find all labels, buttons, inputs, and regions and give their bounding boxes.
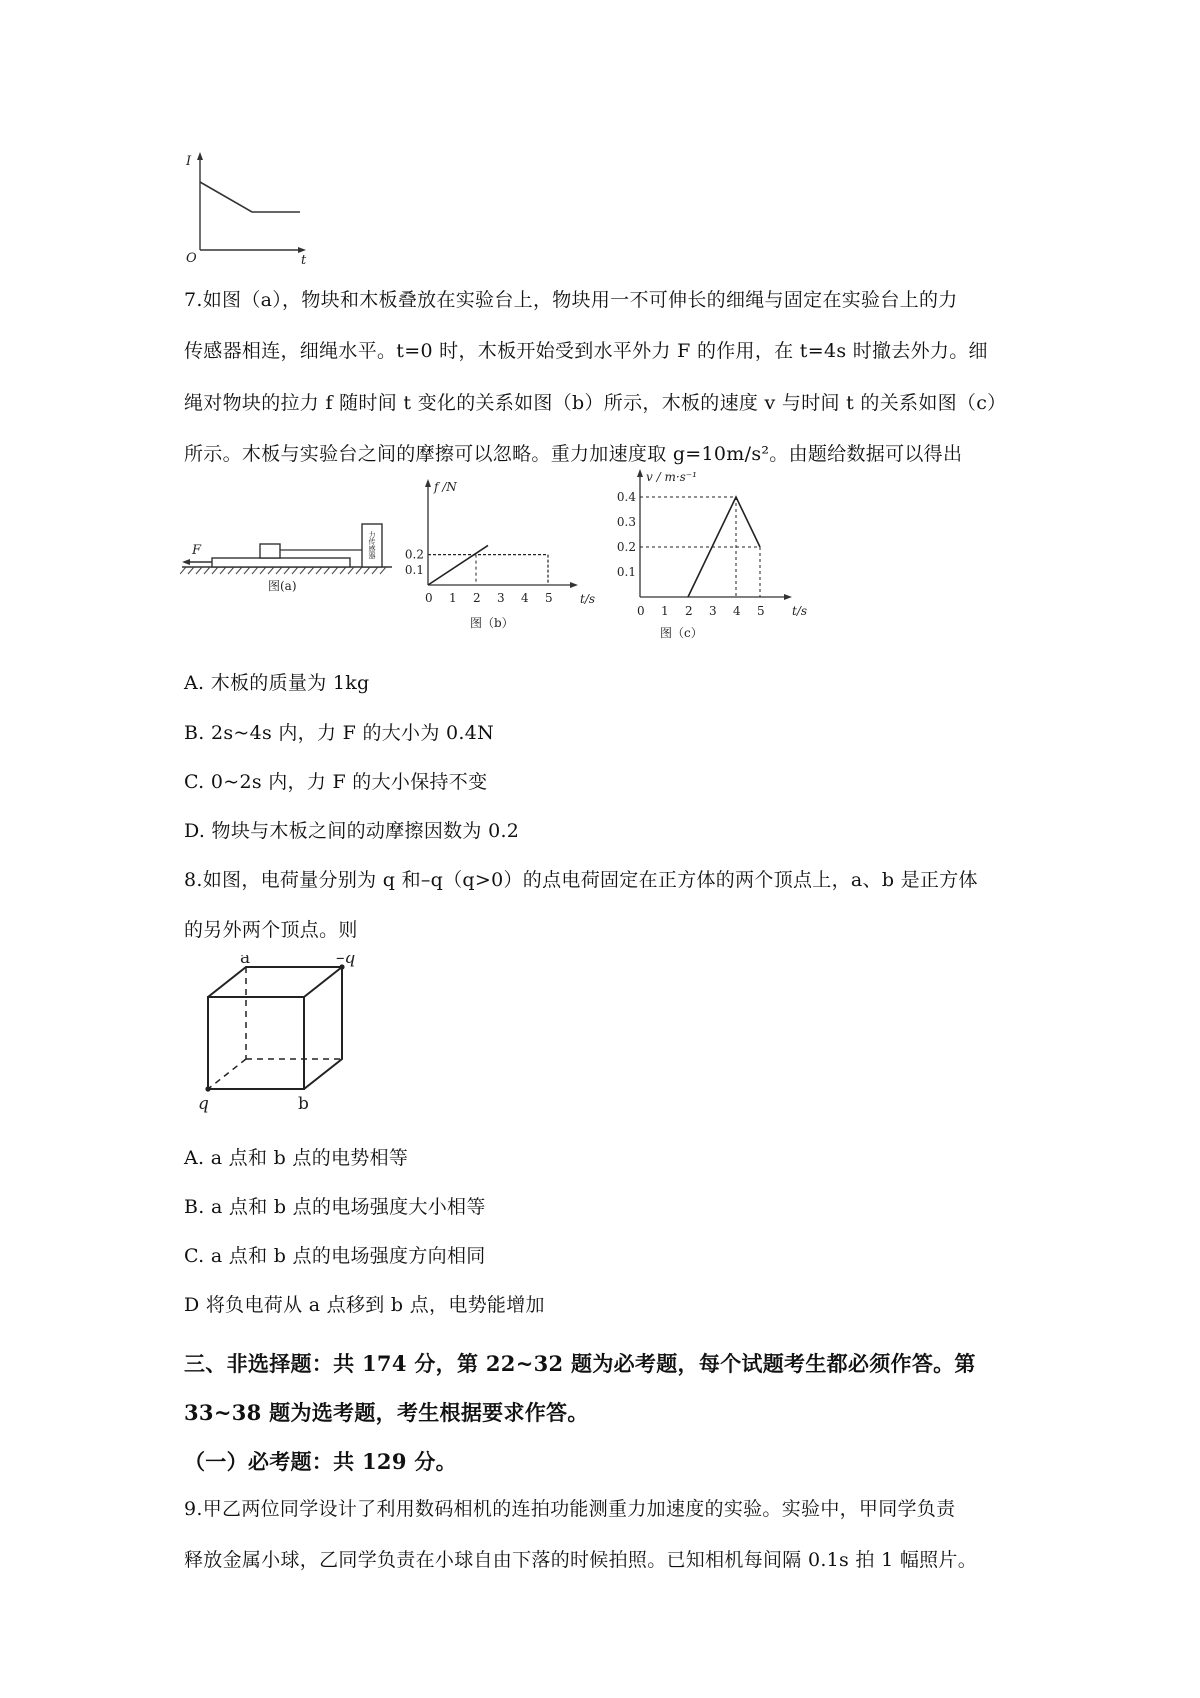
fig-c-x-tick-4: 4 bbox=[733, 604, 741, 618]
fig-b-x-tick-3: 3 bbox=[497, 591, 505, 605]
q7-line-1: 7.如图（a），物块和木板叠放在实验台上，物块用一不可伸长的细绳与固定在实验台上的力 bbox=[184, 289, 958, 311]
fig-b-y-label: f /N bbox=[434, 480, 457, 494]
fig-c-caption: 图（c） bbox=[660, 626, 703, 640]
q8-cube-figure bbox=[190, 955, 370, 1115]
q7-option-b: B. 2s~4s 内，力 F 的大小为 0.4N bbox=[184, 722, 495, 744]
force-sensor-label: 力传感器 bbox=[368, 531, 376, 559]
q8-option-c: C. a 点和 b 点的电场强度方向相同 bbox=[184, 1245, 486, 1267]
q8-option-b: B. a 点和 b 点的电场强度大小相等 bbox=[184, 1196, 486, 1218]
figure-a-caption: 图(a) bbox=[268, 579, 297, 593]
fig-c-x-tick-1: 1 bbox=[661, 604, 669, 618]
top-graph-y-label: I bbox=[186, 154, 192, 169]
q7-option-c: C. 0~2s 内，力 F 的大小保持不变 bbox=[184, 771, 488, 793]
fig-b-y-tick-0.1: 0.1 bbox=[404, 562, 424, 577]
cube-label-b: b bbox=[298, 1094, 309, 1114]
q8-line-2: 的另外两个顶点。则 bbox=[184, 919, 358, 941]
fig-c-y-tick-0.1: 0.1 bbox=[616, 565, 636, 579]
q7-line-4: 所示。木板与实验台之间的摩擦可以忽略。重力加速度取 g=10m/s²。由题给数据可以得出 bbox=[184, 443, 963, 465]
fig-b-x-tick-2: 2 bbox=[473, 591, 481, 605]
q8-line-1: 8.如图，电荷量分别为 q 和–q（q>0）的点电荷固定在正方体的两个顶点上，a、b 是正方体 bbox=[184, 869, 978, 891]
q9-line-1: 9.甲乙两位同学设计了利用数码相机的连拍功能测重力加速度的实验。实验中，甲同学负责 bbox=[184, 1498, 956, 1520]
q7-option-d: D. 物块与木板之间的动摩擦因数为 0.2 bbox=[184, 820, 520, 842]
fig-b-x-tick-5: 5 bbox=[545, 591, 553, 605]
cube-label-q: q bbox=[198, 1094, 209, 1114]
q7-figure-c bbox=[608, 465, 818, 645]
fig-b-caption: 图（b） bbox=[470, 616, 514, 630]
q7-line-3: 绳对物块的拉力 f 随时间 t 变化的关系如图（b）所示，木板的速度 v 与时间 t 的关系如图（c） bbox=[184, 392, 1007, 414]
q8-option-a: A. a 点和 b 点的电势相等 bbox=[184, 1147, 409, 1169]
fig-c-y-tick-0.4: 0.4 bbox=[616, 490, 636, 504]
fig-b-plateau-line bbox=[428, 555, 548, 585]
q7-figure-a bbox=[180, 510, 395, 595]
top-graph-origin: O bbox=[186, 251, 197, 265]
fig-c-x-label: t/s bbox=[792, 604, 808, 618]
fig-c-x-tick-5: 5 bbox=[757, 604, 765, 618]
q9-line-2: 释放金属小球，乙同学负责在小球自由下落的时候拍照。已知相机每间隔 0.1s 拍 1 幅照片。 bbox=[184, 1549, 978, 1571]
fig-b-x-tick-1: 1 bbox=[449, 591, 457, 605]
fig-c-x-tick-3: 3 bbox=[709, 604, 717, 618]
fig-b-y-tick-0.2: 0.2 bbox=[404, 547, 424, 562]
fig-c-x-tick-0: 0 bbox=[637, 604, 645, 618]
board bbox=[212, 558, 350, 567]
top-graph-x-label: t bbox=[301, 253, 307, 265]
cube-label-a: a bbox=[240, 955, 251, 968]
top-i-t-graph bbox=[180, 150, 320, 265]
fig-c-y-label: v / m·s⁻¹ bbox=[646, 470, 697, 484]
q7-figure-b bbox=[404, 475, 604, 635]
fig-b-x-tick-4: 4 bbox=[521, 591, 529, 605]
q7-line-2: 传感器相连，细绳水平。t=0 时，木板开始受到水平外力 F 的作用，在 t=4s 时撤去外力。细 bbox=[184, 340, 988, 362]
fig-c-y-tick-0.3: 0.3 bbox=[616, 515, 636, 529]
q8-option-d: D 将负电荷从 a 点移到 b 点，电势能增加 bbox=[184, 1294, 545, 1316]
fig-b-line-rise bbox=[428, 545, 488, 585]
fig-b-x-label: t/s bbox=[580, 592, 596, 606]
section3-heading-line-1: 三、非选择题：共 174 分，第 22~32 题为必考题，每个试题考生都必须作答。第 bbox=[184, 1351, 976, 1376]
q7-option-a: A. 木板的质量为 1kg bbox=[184, 672, 370, 694]
fig-b-x-tick-0: 0 bbox=[425, 591, 433, 605]
fig-c-y-tick-0.2: 0.2 bbox=[616, 540, 636, 554]
fig-c-x-tick-2: 2 bbox=[685, 604, 693, 618]
block bbox=[260, 544, 280, 558]
section3-subheading: （一）必考题：共 129 分。 bbox=[184, 1449, 457, 1474]
force-F-label: F bbox=[192, 543, 202, 558]
cube-label-minus-q: –q bbox=[336, 955, 356, 968]
section3-heading-line-2: 33~38 题为选考题，考生根据要求作答。 bbox=[184, 1400, 589, 1425]
